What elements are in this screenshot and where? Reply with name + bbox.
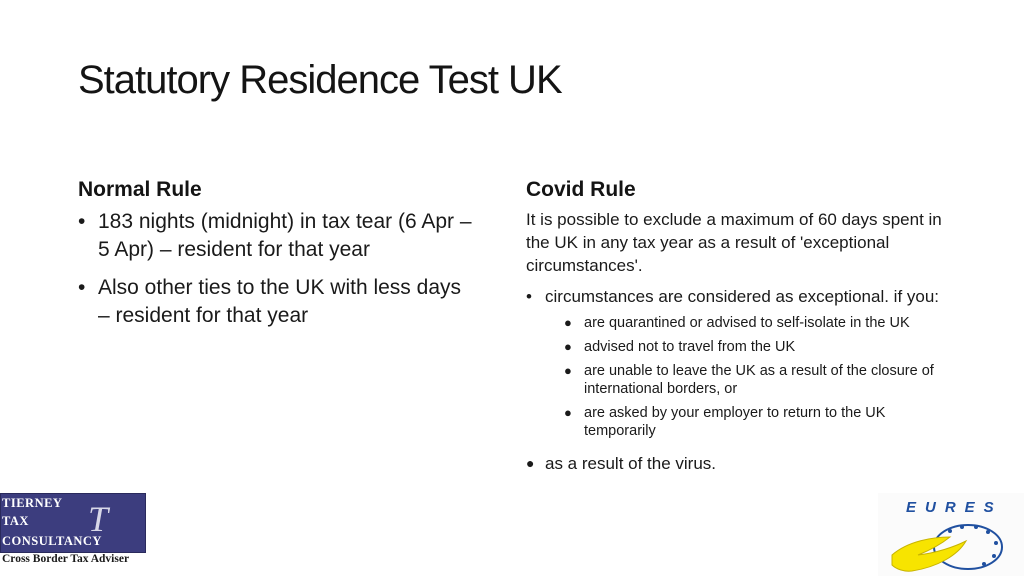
normal-rule-heading: Normal Rule: [78, 178, 202, 201]
logo-tagline: Cross Border Tax Adviser: [2, 553, 130, 565]
bullet-text: 183 nights (midnight) in tax tear (6 Apr – 5 Apr) – resident for that year: [98, 210, 472, 261]
bullet-icon: •: [526, 287, 532, 306]
bullet-icon: ●: [564, 363, 572, 378]
logo-text-tax: TAX: [2, 514, 29, 528]
sub-list-item: [564, 314, 944, 332]
bullet-icon: ●: [526, 455, 535, 471]
bullet-icon: ●: [564, 405, 572, 420]
slide-title: Statutory Residence Test UK: [78, 58, 562, 102]
bullet-icon: ●: [564, 315, 572, 330]
sub-bullet-text: are unable to leave the UK as a result of the closure of international borders, or: [584, 363, 934, 397]
list-item: [78, 208, 478, 264]
list-item: [526, 285, 956, 308]
sub-list-item: [564, 362, 944, 398]
logo-text-tierney: TIERNEY: [2, 496, 63, 510]
sub-list-item: [564, 338, 944, 356]
logo-monogram: T: [88, 499, 109, 539]
covid-rule-column: [526, 178, 956, 475]
bullet-text: circumstances are considered as exceptional. if you:: [545, 287, 940, 306]
bullet-text: Also other ties to the UK with less days – resident for that year: [98, 276, 461, 327]
list-item: [78, 274, 478, 330]
normal-rule-column: [78, 178, 478, 340]
bullet-icon: •: [78, 210, 86, 233]
sub-bullet-text: advised not to travel from the UK: [584, 339, 796, 355]
eures-wordmark: EURES: [906, 499, 1003, 516]
sub-bullet-text: are asked by your employer to return to the UK temporarily: [584, 405, 886, 439]
eures-emblem-icon: [878, 493, 1024, 576]
bullet-icon: •: [78, 276, 86, 299]
logo-text-consultancy: CONSULTANCY: [2, 534, 102, 548]
tierney-tax-logo: [0, 493, 146, 576]
eures-logo: [878, 493, 1024, 576]
sub-list-item: [564, 404, 944, 440]
list-item: [526, 452, 956, 475]
covid-rule-heading: Covid Rule: [526, 178, 636, 201]
sub-bullet-text: are quarantined or advised to self-isolate in the UK: [584, 315, 910, 331]
bullet-icon: ●: [564, 339, 572, 354]
bullet-text: as a result of the virus.: [545, 454, 717, 473]
covid-rule-intro: It is possible to exclude a maximum of 60 days spent in the UK in any tax year as a result of 'exceptional circumstances'.: [526, 210, 942, 275]
